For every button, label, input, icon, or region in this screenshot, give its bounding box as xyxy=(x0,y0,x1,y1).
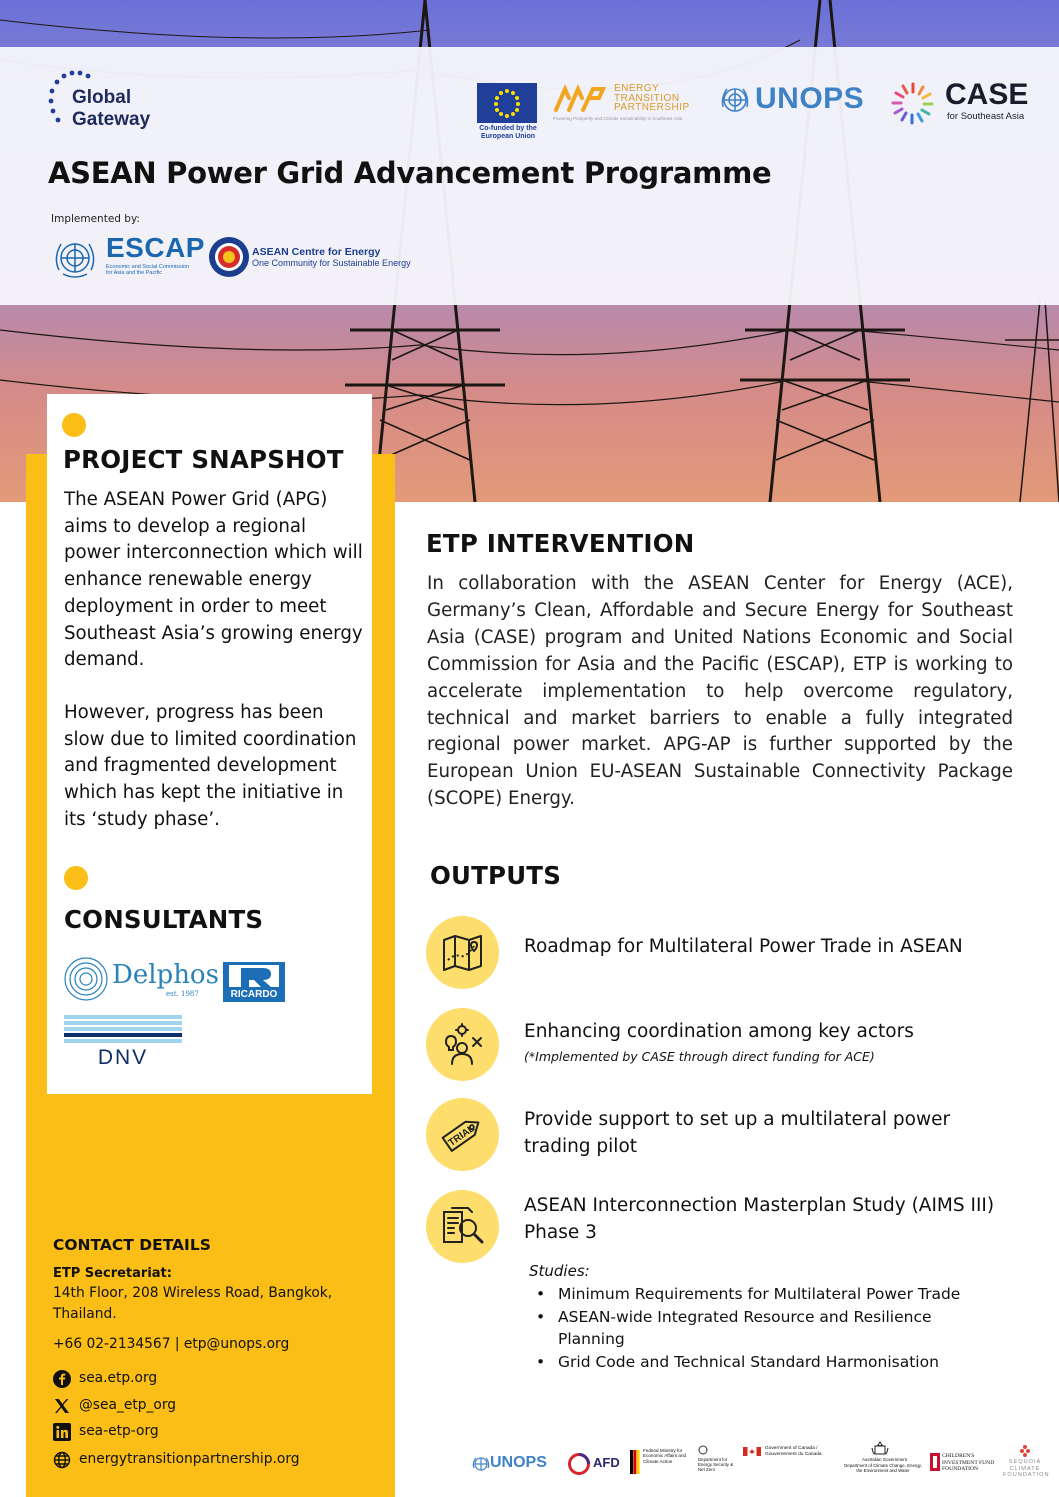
un-emblem-icon xyxy=(472,1455,490,1473)
globe-icon xyxy=(53,1451,71,1469)
footer-sequoia-logo: SEQUOIA CLIMATE FOUNDATION xyxy=(1003,1459,1050,1479)
address-line-2: Thailand. xyxy=(53,1306,117,1322)
etp-intervention-body: In collaboration with the ASEAN Center for Energy (ACE), Germany’s Clean, Affordable and Secure Energy for Southeast Asia (CASE) program and United Nations Economic and Social Commission for Asia and the Pacific (ESCAP), ETP is working to accelerate implementation to help overcome regulatory, technical and market barriers to enable a fully integrated regional power market. APG-AP is further supported by the European Union EU-ASEAN Sustainable Connectivity Package (SCOPE) Energy. xyxy=(427,573,1013,810)
case-logo-text: CASE xyxy=(945,78,1029,111)
phone-email[interactable]: +66 02-2134567 | etp@unops.org xyxy=(53,1336,290,1352)
footer-afd-logo: AFD xyxy=(593,1455,620,1470)
unops-logo-text: UNOPS xyxy=(755,82,865,115)
facebook-icon xyxy=(53,1370,71,1388)
eu-flag-icon xyxy=(477,83,537,123)
ace-emblem-icon xyxy=(208,236,250,278)
output-4-title: ASEAN Interconnection Masterplan Study (AIMS III) Phase 3 xyxy=(524,1195,995,1243)
dnv-logo-text: DNV xyxy=(97,1046,149,1069)
linkedin-icon xyxy=(53,1423,71,1441)
trial-tag-text: TRIAL xyxy=(446,1123,478,1149)
footer-ciff-logo: CHILDREN'S INVESTMENT FUND FOUNDATION xyxy=(942,1453,995,1473)
australia-crest-icon xyxy=(870,1441,890,1457)
footer-german-ministry-logo: Federal Ministry for Economic Affairs and Climate Action xyxy=(643,1448,687,1464)
etp-secretariat-label: ETP Secretariat: xyxy=(53,1266,172,1281)
output-2-title: Enhancing coordination among key actors xyxy=(524,1021,914,1042)
linkedin-handle: sea-etp-org xyxy=(79,1423,159,1439)
list-item: • ASEAN-wide Integrated Resource and Resilience Planning xyxy=(558,1306,998,1351)
consultants-heading: CONSULTANTS xyxy=(64,905,264,934)
case-logo-icon xyxy=(890,80,936,126)
document-search-icon xyxy=(426,1190,499,1263)
ciff-logo-icon xyxy=(930,1453,940,1471)
ricardo-logo-text: RICARDO xyxy=(230,989,278,1000)
outputs-heading: OUTPUTS xyxy=(430,861,562,890)
uk-crest-icon xyxy=(698,1445,708,1455)
footer-uk-department-logo: Department for Energy Security & Net Zero xyxy=(698,1457,734,1473)
german-flag-icon xyxy=(630,1450,640,1474)
footer-australia-department: Department of Climate Change, Energy, the Environment and Water xyxy=(844,1463,922,1473)
delphos-logo-text: Delphos xyxy=(112,960,219,990)
canada-flag-icon xyxy=(743,1447,761,1456)
output-2-note: (*Implemented by CASE through direct funding for ACE) xyxy=(524,1049,875,1064)
snapshot-paragraph-1: The ASEAN Power Grid (APG) aims to develop a regional power interconnection which will enhance renewable energy deployment in order to meet Southeast Asia’s growing energy demand. xyxy=(64,489,363,671)
x-icon xyxy=(53,1397,71,1415)
output-3-title: Provide support to set up a multilateral power trading pilot xyxy=(524,1109,951,1157)
trial-tag-icon xyxy=(426,1098,499,1171)
facebook-handle: sea.etp.org xyxy=(79,1370,158,1386)
escap-logo-text: ESCAP xyxy=(106,232,205,263)
section-dot-icon xyxy=(64,866,88,890)
escap-logo-subtitle: Economic and Social Commission for Asia and the Pacific xyxy=(106,264,190,276)
output-1-title: Roadmap for Multilateral Power Trade in ASEAN xyxy=(524,936,963,957)
footer-canada-logo: Government of Canada / Gouvernement du Canada xyxy=(765,1446,822,1457)
x-handle: @sea_etp_org xyxy=(79,1397,177,1413)
un-escap-emblem-icon xyxy=(51,236,99,280)
list-item: • Minimum Requirements for Multilateral Power Trade xyxy=(558,1283,998,1306)
sequoia-logo-icon xyxy=(1019,1444,1031,1458)
delphos-est-text: est. 1987 xyxy=(166,990,199,998)
etp-intervention-heading: ETP INTERVENTION xyxy=(426,529,695,558)
un-emblem-icon xyxy=(718,83,752,117)
page-title: ASEAN Power Grid Advancement Programme xyxy=(48,156,772,190)
ace-logo-text: ASEAN Centre for Energy xyxy=(252,246,381,258)
project-snapshot-heading: PROJECT SNAPSHOT xyxy=(63,445,344,474)
afd-logo-icon xyxy=(567,1452,591,1476)
coordination-icon xyxy=(426,1008,499,1081)
studies-list xyxy=(558,1283,998,1373)
ace-logo-subtitle: One Community for Sustainable Energy xyxy=(252,258,411,268)
implemented-by-label: Implemented by: xyxy=(51,213,140,225)
website-url: energytransitionpartnership.org xyxy=(79,1451,300,1467)
studies-label: Studies: xyxy=(529,1262,590,1280)
map-icon xyxy=(426,916,499,989)
ricardo-r-icon xyxy=(223,962,285,990)
global-gateway-logo xyxy=(46,68,176,132)
etp-logo-text: ENERGY TRANSITION PARTNERSHIP xyxy=(614,83,690,113)
snapshot-paragraph-2: However, progress has been slow due to limited coordination and fragmented development which has kept the initiative in its ‘study phase’. xyxy=(64,702,357,830)
global-gateway-text: Global Gateway xyxy=(72,87,151,130)
etp-logo-icon xyxy=(553,84,607,114)
footer-unops-logo: UNOPS xyxy=(490,1454,547,1471)
eu-cofunded-caption: Co-funded by the European Union xyxy=(479,125,537,140)
dnv-logo-icon xyxy=(64,1015,182,1045)
case-logo-subtitle: for Southeast Asia xyxy=(947,111,1025,122)
section-dot-icon xyxy=(62,413,86,437)
contact-details-heading: CONTACT DETAILS xyxy=(53,1236,211,1254)
etp-tagline: Powering Prosperity and Climate Sustainability in Southeast Asia xyxy=(553,116,683,121)
address-line-1: 14th Floor, 208 Wireless Road, Bangkok, xyxy=(53,1285,333,1301)
list-item: • Grid Code and Technical Standard Harmonisation xyxy=(558,1351,998,1374)
footer-australia-logo: Australian Government xyxy=(862,1457,907,1462)
